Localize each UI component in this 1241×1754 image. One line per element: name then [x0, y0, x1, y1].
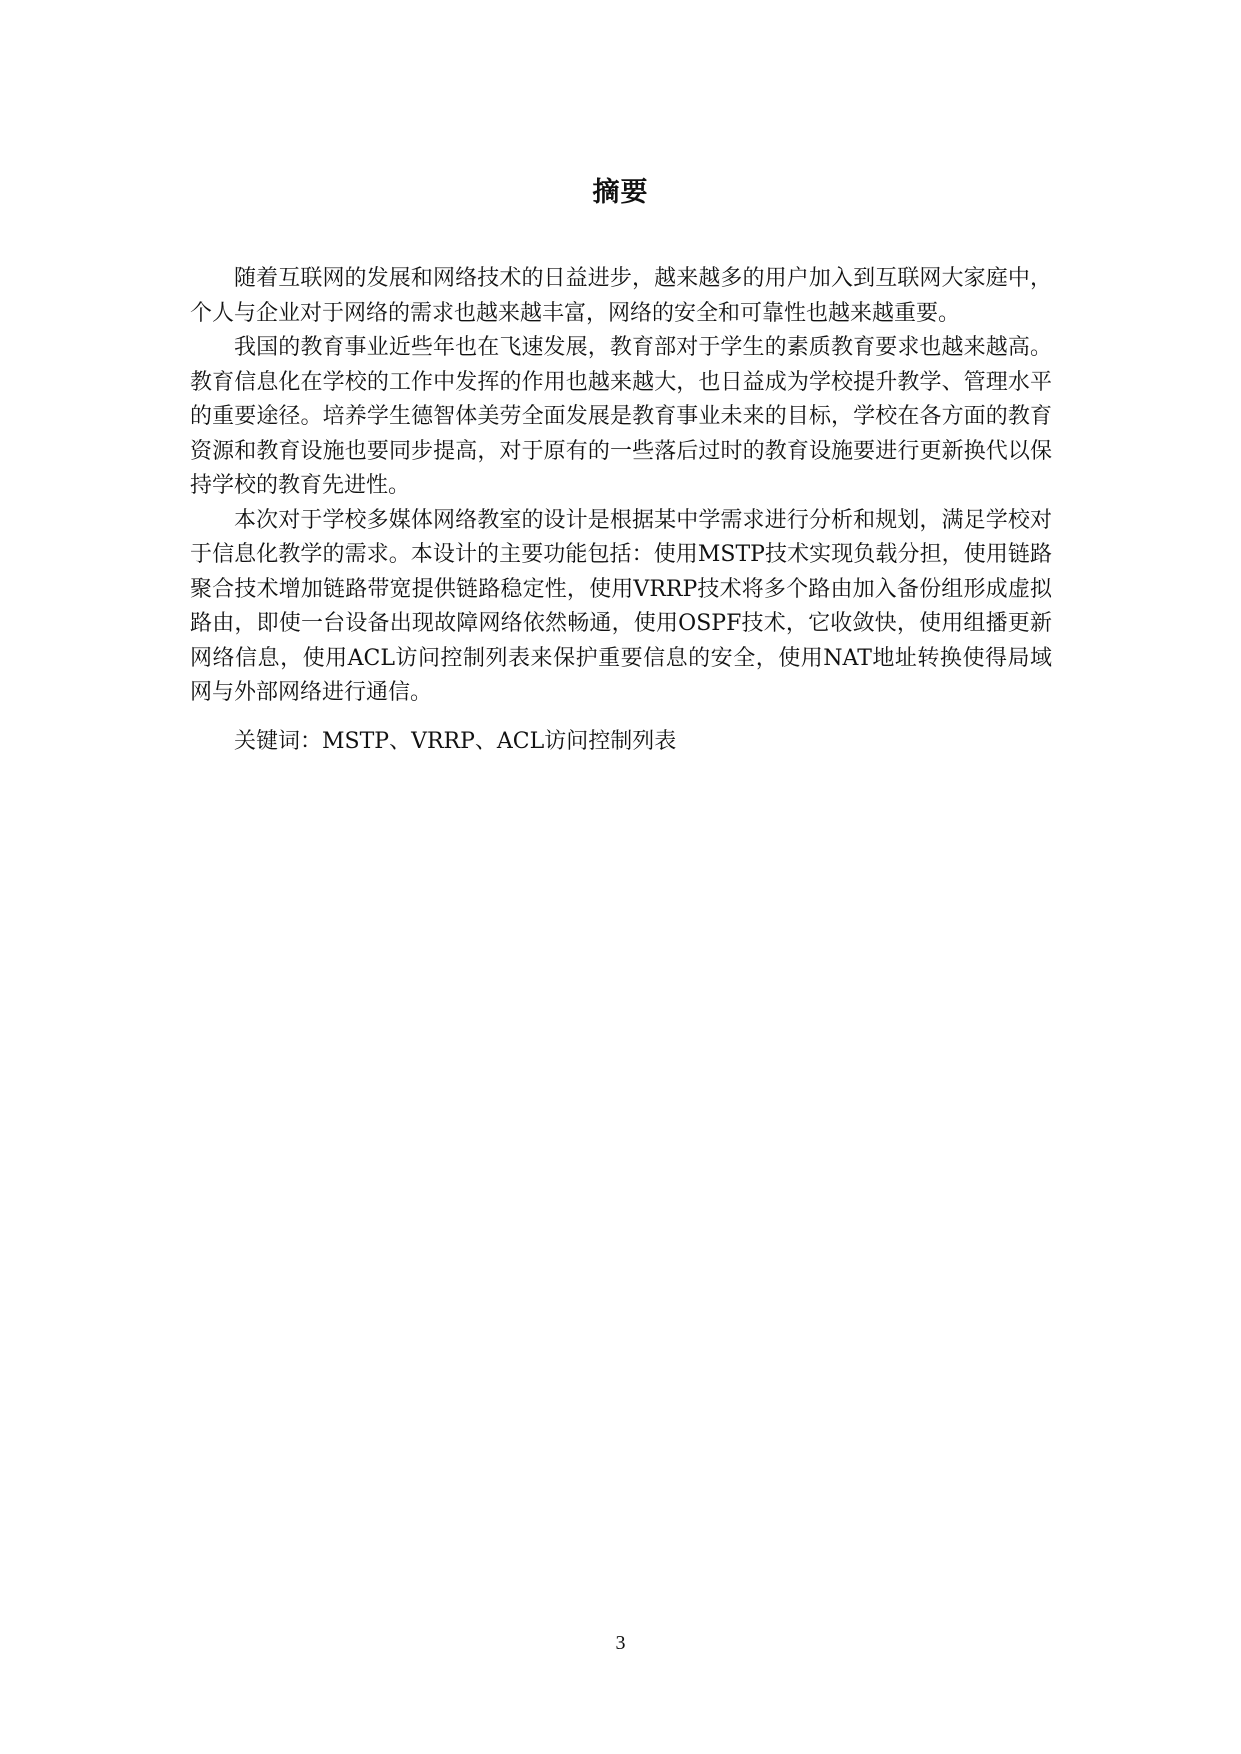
page-number: 3 — [615, 1632, 626, 1654]
page-title: 摘要 — [592, 177, 649, 208]
abstract-body — [190, 262, 1052, 759]
abstract-paragraph-3: 本次对于学校多媒体网络教室的设计是根据某中学需求进行分析和规划，满足学校对于信息化教学的需求。本设计的主要功能包括：使用MSTP技术实现负载分担，使用链路聚合技术增加链路带宽提供链路稳定性，使用VRRP技术将多个路由加入备份组形成虚拟路由，即使一台设备出现故障网络依然畅通，使用OSPF技术，它收敛快，使用组播更新网络信息，使用ACL访问控制列表来保护重要信息的安全，使用NAT地址转换使得局域网与外部网络进行通信。 — [190, 507, 1052, 705]
keywords-line: 关键词：MSTP、VRRP、ACL访问控制列表 — [234, 728, 677, 754]
abstract-paragraph-2: 我国的教育事业近些年也在飞速发展，教育部对于学生的素质教育要求也越来越高。教育信息化在学校的工作中发挥的作用也越来越大，也日益成为学校提升教学、管理水平的重要途径。培养学生德智体美劳全面发展是教育事业未来的目标，学校在各方面的教育资源和教育设施也要同步提高，对于原有的一些落后过时的教育设施要进行更新换代以保持学校的教育先进性。 — [190, 335, 1052, 498]
abstract-paragraph-1: 随着互联网的发展和网络技术的日益进步，越来越多的用户加入到互联网大家庭中，个人与企业对于网络的需求也越来越丰富，网络的安全和可靠性也越来越重要。 — [190, 266, 1052, 326]
